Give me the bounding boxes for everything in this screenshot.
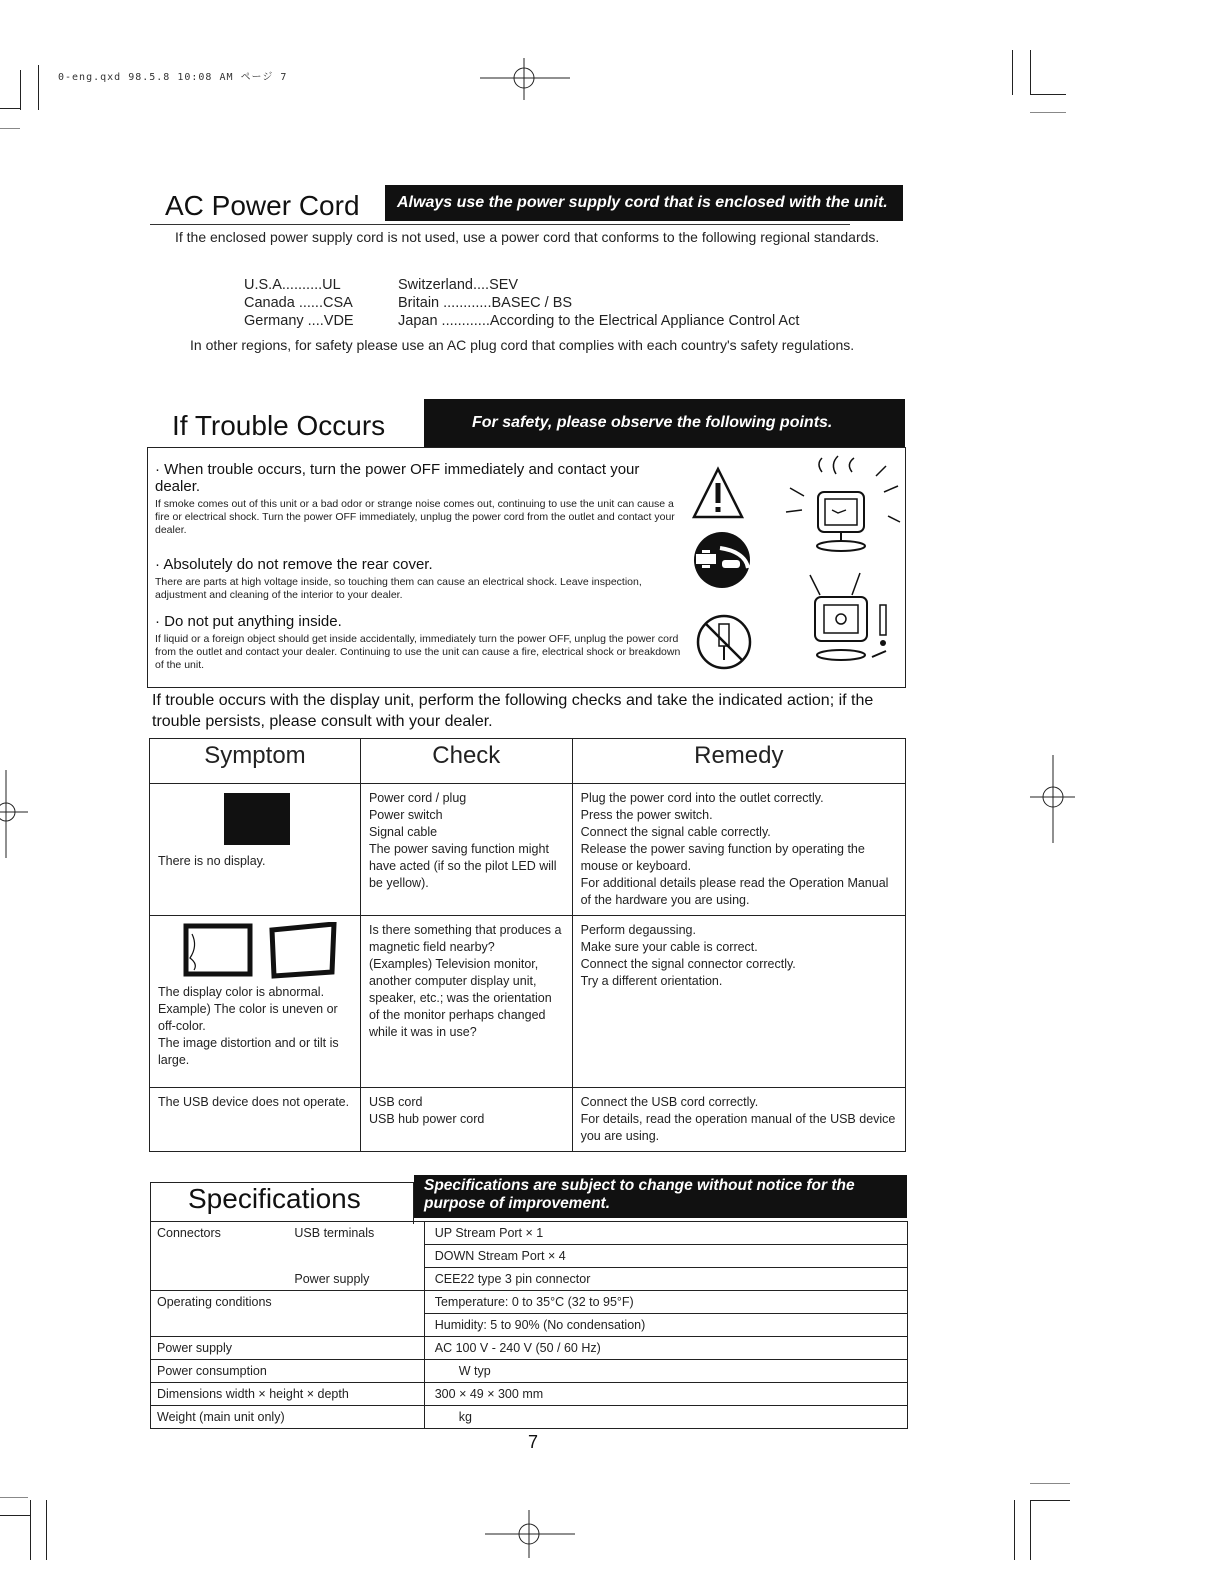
symptom-text: The display color is abnormal. Example) The color is uneven or off-color. The image distortion and or tilt is large. xyxy=(158,985,339,1067)
check-cell: Is there something that produces a magnetic field nearby? (Examples) Television monitor, another computer display unit, speaker, etc.; was the orientation of the monitor perhaps changed while it was in use? xyxy=(360,916,572,1088)
spec-value: W typ xyxy=(424,1360,907,1383)
trouble-title: If Trouble Occurs xyxy=(172,410,386,441)
ac-power-banner: Always use the power supply cord that is enclosed with the unit. xyxy=(385,185,903,221)
spec-label: Weight (main unit only) xyxy=(151,1406,425,1429)
spec-title: Specifications xyxy=(188,1183,361,1214)
spec-row xyxy=(151,1314,908,1337)
spec-label: Operating conditions xyxy=(151,1291,425,1314)
spec-row xyxy=(151,1406,908,1429)
standards-right xyxy=(398,276,898,330)
spec-value: UP Stream Port × 1 xyxy=(424,1222,907,1245)
spec-table xyxy=(150,1221,908,1429)
spec-row xyxy=(151,1222,908,1245)
warning-triangle-icon xyxy=(690,465,746,521)
standard-canada: Canada ......CSA xyxy=(244,295,353,311)
header-remedy: Remedy xyxy=(572,739,905,784)
table-header-row xyxy=(150,739,906,784)
table-row xyxy=(150,1088,906,1152)
no-disassembly-icon xyxy=(694,612,754,672)
spec-label xyxy=(151,1314,281,1337)
registration-target-icon xyxy=(485,1510,575,1560)
spec-sublabel: Power supply xyxy=(294,1271,370,1286)
spec-value: kg xyxy=(424,1406,907,1429)
standard-britain: Britain ............BASEC / BS xyxy=(398,295,573,311)
trouble-item-head: · Absolutely do not remove the rear cover. xyxy=(155,556,433,573)
registration-target-icon xyxy=(1025,755,1075,845)
trouble-item-body: There are parts at high voltage inside, so touching them can cause an electrical shock. Leave inspection, adjustment and cleaning of the interior to your dealer. xyxy=(155,576,642,601)
header-check: Check xyxy=(360,739,572,784)
spec-label: Dimensions width × height × depth xyxy=(151,1383,425,1406)
spec-sublabel xyxy=(280,1337,424,1360)
blank-screen-icon xyxy=(224,793,290,845)
divider xyxy=(150,224,850,225)
distorted-screen-icon xyxy=(182,922,342,980)
trouble-item-body: If liquid or a foreign object should get inside accidentally, immediately turn the power OFF, unplug the power cord from the outlet and contact your dealer. Continuing to use the unit can cause a fire, electrical shock or breakdown of the unit. xyxy=(155,633,681,671)
table-row xyxy=(150,784,906,916)
standard-germany: Germany ....VDE xyxy=(244,313,354,329)
spec-value: CEE22 type 3 pin connector xyxy=(424,1268,907,1291)
spec-label xyxy=(151,1268,281,1291)
remedy-cell: Perform degaussing. Make sure your cable is correct. Connect the signal connector correctly. Try a different orientation. xyxy=(572,916,905,1088)
ac-power-title: AC Power Cord xyxy=(165,190,360,221)
symptom-text: There is no display. xyxy=(158,854,266,868)
header-symptom: Symptom xyxy=(150,739,361,784)
spec-sublabel xyxy=(280,1245,424,1268)
trouble-item-head: · When trouble occurs, turn the power OFF immediately and contact your dealer. xyxy=(155,461,640,495)
symptom-table xyxy=(149,738,906,1152)
trouble-item-head: · Do not put anything inside. xyxy=(155,613,342,630)
smoking-monitor-icon xyxy=(780,452,905,560)
spec-value: 300 × 49 × 300 mm xyxy=(424,1383,907,1406)
spec-row xyxy=(151,1291,908,1314)
spec-row xyxy=(151,1360,908,1383)
registration-target-icon xyxy=(480,58,570,102)
print-header: 0-eng.qxd 98.5.8 10:08 AM ページ 7 xyxy=(58,72,288,83)
trouble-item xyxy=(155,461,685,537)
spec-row xyxy=(151,1245,908,1268)
spec-row xyxy=(151,1337,908,1360)
standard-usa: U.S.A..........UL xyxy=(244,277,341,293)
spec-row xyxy=(151,1383,908,1406)
trouble-item xyxy=(155,613,685,672)
spec-label: Power supply xyxy=(151,1337,281,1360)
spec-row xyxy=(151,1268,908,1291)
spec-label: Connectors xyxy=(151,1222,281,1245)
ac-power-intro: If the enclosed power supply cord is not used, use a power cord that conforms to the following regional standards. xyxy=(175,229,880,245)
remedy-cell: Plug the power cord into the outlet correctly. Press the power switch. Connect the signal cable correctly. Release the power saving function by operating the mouse or keyboard. For additional details please read the Operation Manual of the hardware you are using. xyxy=(572,784,905,916)
spec-sublabel: USB terminals xyxy=(280,1222,424,1245)
standards-left xyxy=(244,276,394,330)
symptom-cell: The USB device does not operate. xyxy=(150,1088,361,1152)
page-number: 7 xyxy=(528,1432,539,1452)
unplug-icon xyxy=(690,528,754,592)
check-cell: USB cord USB hub power cord xyxy=(360,1088,572,1152)
table-row xyxy=(150,916,906,1088)
opened-monitor-icon xyxy=(780,565,905,675)
registration-target-icon xyxy=(0,770,30,860)
spec-banner: Specifications are subject to change without notice for the purpose of improvement. xyxy=(414,1175,907,1218)
spec-value: AC 100 V - 240 V (50 / 60 Hz) xyxy=(424,1337,907,1360)
spec-value: Humidity: 5 to 90% (No condensation) xyxy=(424,1314,907,1337)
remedy-cell: Connect the USB cord correctly. For details, read the operation manual of the USB device you are using. xyxy=(572,1088,905,1152)
symptom-cell xyxy=(150,916,361,1088)
trouble-item xyxy=(155,556,685,602)
ac-power-other: In other regions, for safety please use an AC plug cord that complies with each country's safety regulations. xyxy=(190,337,855,353)
trouble-item-body: If smoke comes out of this unit or a bad odor or strange noise comes out, continuing to use the unit can cause a fire or electrical shock. Turn the power OFF immediately, unplug the power cord from the outlet and contact your dealer. xyxy=(155,498,675,536)
spec-label xyxy=(151,1245,281,1268)
checks-intro: If trouble occurs with the display unit, perform the following checks and take the indicated action; if the trouble persists, please consult with your dealer. xyxy=(152,692,874,730)
standard-japan: Japan ............According to the Electrical Appliance Control Act xyxy=(398,313,800,329)
standard-switzerland: Switzerland....SEV xyxy=(398,277,519,293)
spec-value: DOWN Stream Port × 4 xyxy=(424,1245,907,1268)
symptom-cell xyxy=(150,784,361,916)
check-cell: Power cord / plug Power switch Signal cable The power saving function might have acted (if so the pilot LED will be yellow). xyxy=(360,784,572,916)
spec-label: Power consumption xyxy=(151,1360,425,1383)
spec-value: Temperature: 0 to 35°C (32 to 95°F) xyxy=(424,1291,907,1314)
spec-sublabel xyxy=(280,1314,424,1337)
trouble-banner: For safety, please observe the following points. xyxy=(424,399,905,447)
